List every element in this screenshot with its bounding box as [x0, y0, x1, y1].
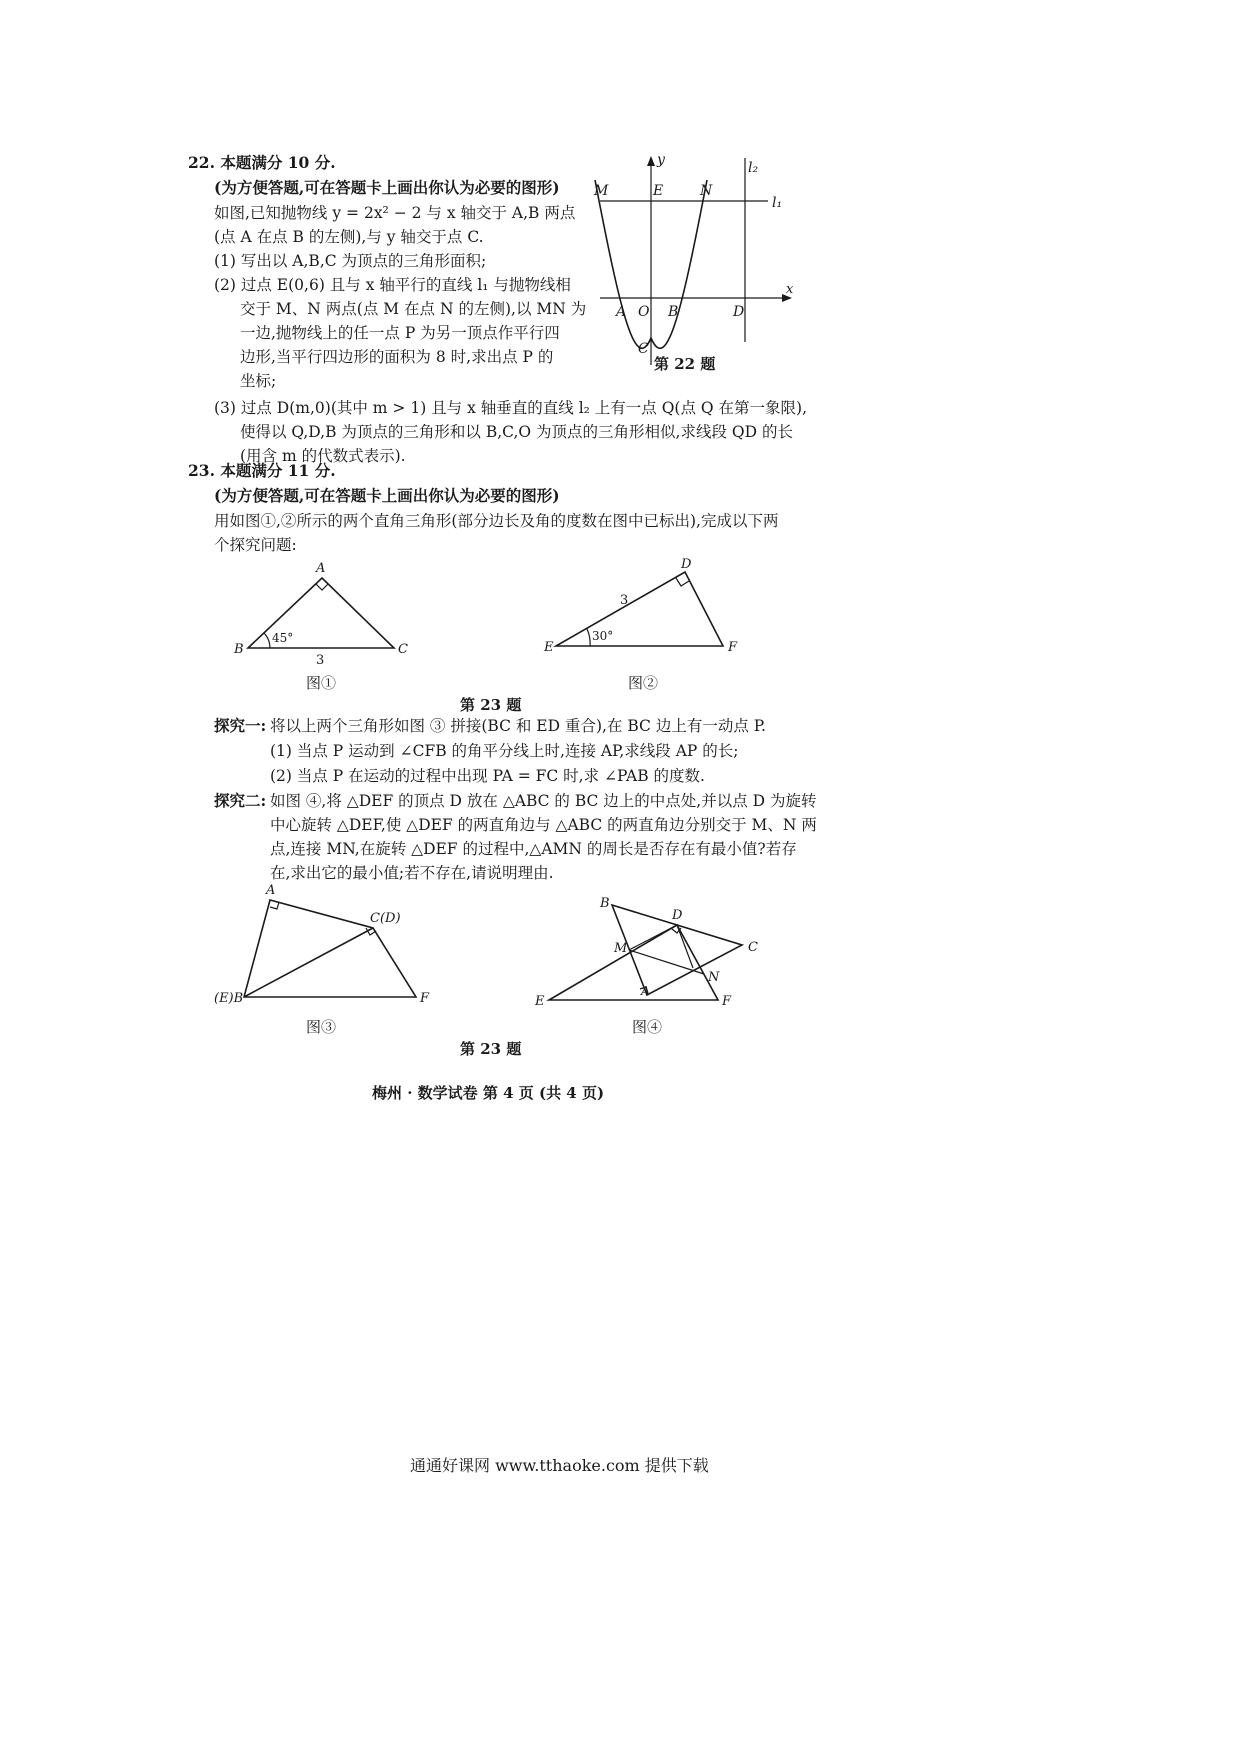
q23-intro-2: 个探究问题:	[214, 536, 297, 554]
segment-DN	[677, 925, 693, 968]
angle-arc-B	[264, 633, 270, 648]
q22-line-8: 坐标;	[240, 372, 277, 390]
q22-line-5: 交于 M、N 两点(点 M 在点 N 的左侧),以 MN 为	[240, 300, 587, 318]
label-B: B	[600, 896, 610, 911]
q22-line-4: (2) 过点 E(0,6) 且与 x 轴平行的直线 l₁ 与抛物线相	[214, 276, 571, 294]
explore2-line-1: 如图 ④,将 △DEF 的顶点 D 放在 △ABC 的 BC 边上的中点处,并以点 D 为旋转	[270, 792, 817, 810]
label-x: x	[786, 282, 794, 297]
label-EB: (E)B	[214, 991, 244, 1006]
q22-note: (为方便答题,可在答题卡上画出你认为必要的图形)	[214, 178, 560, 197]
q22-line-7: 边形,当平行四边形的面积为 8 时,求出点 P 的	[240, 348, 554, 366]
q22-line-2: (点 A 在点 B 的左侧),与 y 轴交于点 C.	[214, 228, 484, 246]
q22-header: 22. 本题满分 10 分.	[188, 153, 336, 172]
q22-line-6: 一边,抛物线上的任一点 P 为另一顶点作平行四	[240, 324, 560, 342]
explore2-line-3: 点,连接 MN,在旋转 △DEF 的过程中,△AMN 的周长是否存在有最小值?若存	[270, 840, 797, 858]
explore1-line-1: 将以上两个三角形如图 ③ 拼接(BC 和 ED 重合),在 BC 边上有一动点 P.	[270, 717, 766, 735]
label-F: F	[420, 991, 430, 1006]
label-M: M	[594, 183, 609, 199]
label-D: D	[681, 557, 692, 572]
label-A: A	[266, 883, 276, 898]
q22-line-1: 如图,已知抛物线 y = 2x² − 2 与 x 轴交于 A,B 两点	[214, 204, 576, 222]
q23-fig1	[230, 560, 430, 670]
right-angle-A	[270, 902, 279, 909]
explore1-line-3: (2) 当点 P 在运动的过程中出现 PA = FC 时,求 ∠PAB 的度数.	[270, 767, 705, 785]
y-axis-arrow	[647, 156, 655, 166]
label-F: F	[728, 640, 738, 655]
q23-fig3	[210, 880, 450, 1015]
page-info: 梅州 · 数学试卷 第 4 页 (共 4 页)	[372, 1084, 605, 1102]
segment-MD	[629, 925, 677, 950]
label-E: E	[653, 183, 664, 199]
explore1-line-2: (1) 当点 P 运动到 ∠CFB 的角平分线上时,连接 AP,求线段 AP 的长;	[270, 742, 739, 760]
angle-30: 30°	[592, 629, 614, 643]
label-CD: C(D)	[370, 911, 401, 926]
side-3: 3	[620, 593, 629, 608]
diagonal-BC	[244, 928, 373, 997]
q22-line-9: (3) 过点 D(m,0)(其中 m > 1) 且与 x 轴垂直的直线 l₂ 上有一点 Q(点 Q 在第一象限),	[214, 399, 808, 417]
q23-caption-bottom: 第 23 题	[460, 1040, 522, 1058]
label-l1: l₁	[772, 195, 783, 211]
label-C: C	[398, 642, 408, 657]
fig1-caption: 图①	[306, 674, 337, 692]
q23-caption-mid: 第 23 题	[460, 696, 522, 714]
label-D: D	[733, 304, 745, 320]
explore2-line-2: 中心旋转 △DEF,使 △DEF 的两直角边与 △ABC 的两直角边分别交于 M、N 两	[270, 816, 817, 834]
label-O: O	[638, 304, 650, 320]
label-C: C	[748, 940, 758, 955]
label-A: A	[641, 984, 650, 998]
label-N: N	[708, 970, 720, 985]
label-A: A	[616, 304, 627, 320]
explore2-title: 探究二:	[214, 791, 267, 810]
label-D: D	[672, 908, 683, 923]
label-A: A	[316, 561, 326, 576]
q22-figure-caption: 第 22 题	[654, 355, 716, 373]
label-y: y	[657, 152, 665, 168]
label-B: B	[668, 304, 679, 320]
q23-fig4	[530, 895, 770, 1010]
angle-45: 45°	[272, 631, 294, 645]
right-angle-A	[316, 584, 328, 590]
label-C: C	[638, 341, 649, 357]
q22-line-10: 使得以 Q,D,B 为顶点的三角形和以 B,C,O 为顶点的三角形相似,求线段 QD 的长	[240, 423, 793, 441]
label-B: B	[234, 642, 244, 657]
label-N: N	[700, 183, 713, 199]
q23-note: (为方便答题,可在答题卡上画出你认为必要的图形)	[214, 486, 560, 505]
side-3: 3	[316, 653, 325, 668]
explore2-line-4: 在,求出它的最小值;若不存在,请说明理由.	[270, 864, 554, 882]
fig2-caption: 图②	[628, 674, 659, 692]
source-footer: 通通好课网 www.tthaoke.com 提供下载	[410, 1456, 709, 1475]
q23-fig2	[540, 556, 760, 668]
q23-header: 23. 本题满分 11 分.	[188, 461, 336, 480]
right-angle-D	[676, 578, 689, 586]
label-M: M	[614, 941, 628, 956]
triangle-DEF	[549, 925, 718, 1000]
explore1-title: 探究一:	[214, 716, 267, 735]
angle-arc-E	[587, 629, 590, 646]
label-l2: l₂	[748, 160, 759, 176]
label-F: F	[722, 994, 732, 1009]
label-E: E	[544, 640, 554, 655]
q22-line-3: (1) 写出以 A,B,C 为顶点的三角形面积;	[214, 252, 487, 270]
q23-intro-1: 用如图①,②所示的两个直角三角形(部分边长及角的度数在图中已标出),完成以下两	[214, 512, 779, 530]
fig3-caption: 图③	[306, 1018, 337, 1036]
fig4-caption: 图④	[632, 1018, 663, 1036]
q22-line-11: (用含 m 的代数式表示).	[240, 447, 406, 465]
label-E: E	[535, 994, 545, 1009]
triangle-DEF	[556, 572, 723, 646]
